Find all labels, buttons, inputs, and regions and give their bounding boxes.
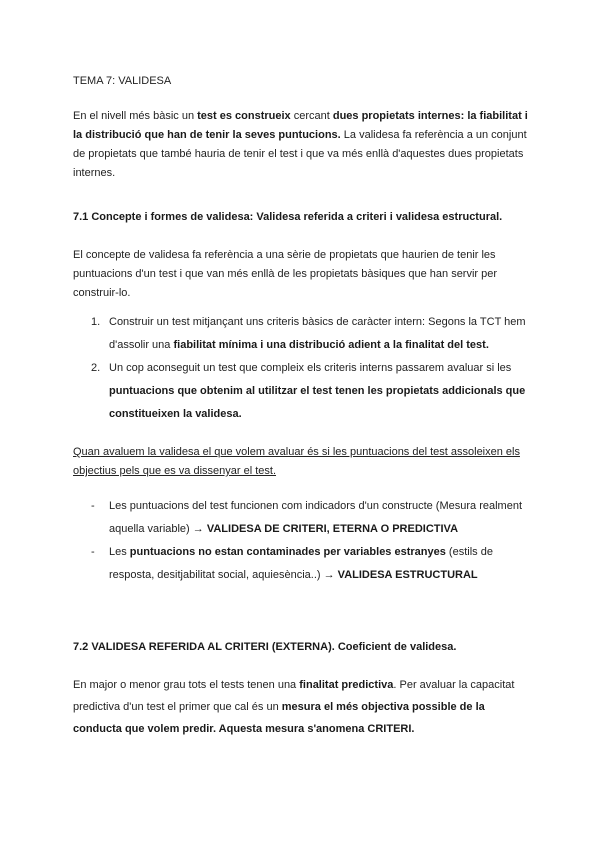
intro-bold-2: dues propietats internes: la fiabilitat i la distribució que han de tenir la seves puntucions. — [73, 110, 528, 141]
bullet-arrow-label: → VALIDESA ESTRUCTURAL — [323, 569, 478, 581]
intro-paragraph — [73, 107, 529, 183]
section-2-paragraph — [73, 674, 529, 740]
list-item-text — [109, 357, 529, 426]
bullet-plain: Les — [109, 546, 130, 558]
intro-text-3: La validesa fa referència a un conjunt de propietats que també hauria de tenir el test i que va més enllà d'aquestes dues propietats internes. — [73, 129, 527, 179]
section-2-title-text: 7.2 VALIDESA REFERIDA AL CRITERI (EXTERNA). Coeficient de validesa. — [73, 641, 457, 653]
bullet-text — [109, 495, 529, 541]
bullet-plain-2: (estils de resposta, desitjabilitat social, aquiesència..) — [109, 546, 493, 581]
list-number: 2. — [91, 362, 101, 374]
list-item-plain: Construir un test mitjançant uns criteris bàsics de caràcter intern: Segons la TCT hem d'assolir una — [109, 316, 526, 351]
section-2-title — [73, 638, 529, 657]
section-1-title-text: 7.1 Concepte i formes de validesa: Validesa referida a criteri i validesa estructural. — [73, 211, 503, 223]
underlined-statement: Quan avaluem la validesa el que volem avaluar és si les puntuacions del test assoleixen els objectius pels que es va dissenyar el test. — [73, 446, 520, 477]
section-2-bold-2: mesura el més objectiva possible de la conducta que volem predir. Aquesta mesura s'anomena CRITERI. — [73, 701, 485, 735]
section-1-paragraph: El concepte de validesa fa referència a una sèrie de propietats que haurien de tenir les puntuacions d'un test i que van més enllà de les propietats bàsiques que han servir per construir-lo. — [73, 249, 498, 299]
section-2-bold-1: finalitat predictiva — [299, 679, 394, 691]
section-1-title — [73, 208, 529, 227]
intro-text-1: En el nivell més bàsic un — [73, 110, 198, 122]
section-2-text-1: En major o menor grau tots el tests tenen una — [73, 679, 300, 691]
list-item — [73, 357, 529, 426]
list-item-bold: puntuacions que obtenim al utilitzar el test tenen les propietats addicionals que constitueixen la validesa. — [109, 385, 526, 420]
bullet-dash: - — [91, 546, 95, 558]
list-item-text — [109, 311, 529, 357]
intro-text-2: cercant — [290, 110, 333, 122]
bullet-item — [73, 541, 529, 587]
bullet-dash: - — [91, 500, 95, 512]
section-2-text-2: . Per avaluar la capacitat predictiva d'un test el primer que cal és un — [73, 679, 515, 713]
list-item-bold: fiabilitat mínima i una distribució adient a la finalitat del test. — [173, 339, 489, 351]
bullet-plain: Les puntuacions del test funcionen com indicadors d'un constructe (Mesura realment aquella variable) — [109, 500, 522, 535]
bullet-text — [109, 541, 529, 587]
bullet-arrow-label: → VALIDESA DE CRITERI, ETERNA O PREDICTIVA — [192, 523, 459, 535]
intro-bold-1: test es construeix — [197, 110, 291, 122]
list-item — [73, 311, 529, 357]
page-title: TEMA 7: VALIDESA — [73, 75, 172, 87]
bullet-item — [73, 495, 529, 541]
list-item-plain: Un cop aconseguit un test que compleix els criteris interns passarem avaluar si les — [109, 362, 512, 374]
bullet-bold: puntuacions no estan contaminades per variables estranyes — [129, 546, 446, 558]
list-number: 1. — [91, 316, 101, 328]
